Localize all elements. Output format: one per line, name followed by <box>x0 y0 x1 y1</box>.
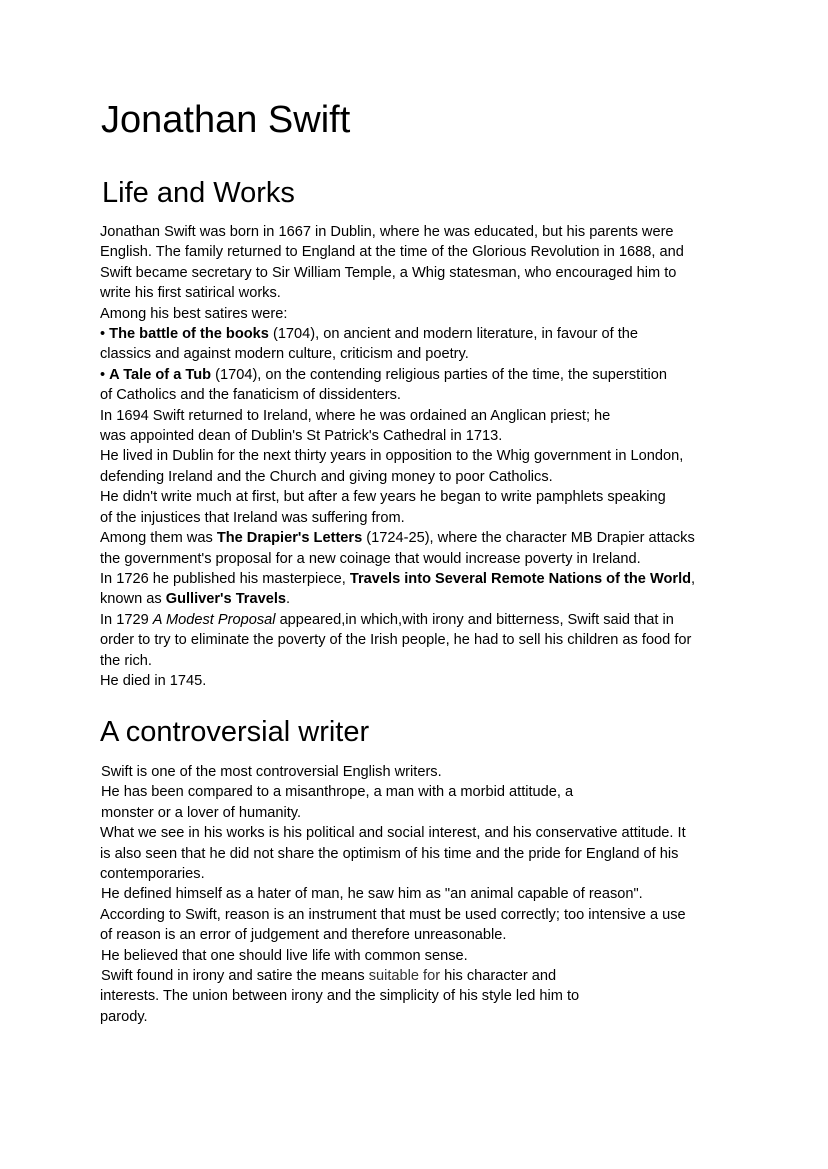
paragraph-line: English. The family returned to England at the time of the Glorious Revolution in 1688, and <box>100 244 684 261</box>
paragraph-line <box>100 966 686 986</box>
line-text: In 1726 he published his masterpiece, <box>100 570 350 587</box>
paragraph-line: parody. <box>100 1008 148 1025</box>
paragraph-line: is also seen that he did not share the optimism of his time and the pride for England of his <box>100 845 679 862</box>
paragraph-line: He didn't write much at first, but after a few years he began to write pamphlets speaking <box>100 489 666 506</box>
line-text: In 1729 <box>100 611 153 628</box>
work-title: The battle of the books <box>109 326 269 343</box>
section-heading-life-and-works: Life and Works <box>102 177 295 209</box>
paragraph-line: He lived in Dublin for the next thirty years in opposition to the Whig government in London, <box>100 448 684 465</box>
paragraph-line <box>100 589 695 609</box>
work-title: Gulliver's Travels <box>165 591 287 608</box>
line-text: known as <box>100 591 166 608</box>
bullet: • <box>100 326 110 343</box>
page-title: Jonathan Swift <box>101 99 351 141</box>
line-text: , <box>691 570 696 587</box>
work-title: The Drapier's Letters <box>216 530 363 547</box>
paragraph-line: of the injustices that Ireland was suffering from. <box>100 509 405 526</box>
work-title: Travels into Several Remote Nations of the World <box>349 570 692 587</box>
paragraph-line <box>100 528 695 548</box>
paragraph-line: monster or a lover of humanity. <box>101 804 302 821</box>
paragraph-line: He believed that one should live life with common sense. <box>101 947 468 964</box>
section-heading-controversial-writer: A controversial writer <box>100 716 370 748</box>
line-text: Among them was <box>100 530 217 547</box>
paragraph-line: Swift is one of the most controversial English writers. <box>101 764 442 780</box>
paragraph-line: interests. The union between irony and the simplicity of his style led him to <box>100 988 580 1005</box>
paragraph-line: of Catholics and the fanaticism of dissidenters. <box>100 387 401 404</box>
paragraph-line: What we see in his works is his political and social interest, and his conservative attitude. It <box>100 825 686 842</box>
work-title: A Tale of a Tub <box>109 366 212 383</box>
paragraph-line: According to Swift, reason is an instrument that must be used correctly; too intensive a use <box>100 906 686 923</box>
paragraph-line: write his first satirical works. <box>100 285 281 302</box>
paragraph-line: In 1694 Swift returned to Ireland, where he was ordained an Anglican priest; he <box>100 407 611 424</box>
paragraph-line: He defined himself as a hater of man, he saw him as "an animal capable of reason". <box>101 886 643 903</box>
line-text: his character and <box>440 968 557 985</box>
paragraph-line: contemporaries. <box>100 866 205 883</box>
line-text: . <box>286 591 291 608</box>
paragraph-line: of reason is an error of judgement and therefore unreasonable. <box>100 927 507 944</box>
line-text: (1704), on ancient and modern literature, in favour of the <box>268 326 639 343</box>
line-text: (1704), on the contending religious parties of the time, the superstition <box>211 366 667 383</box>
paragraph-line: He has been compared to a misanthrope, a man with a morbid attitude, a <box>101 784 574 801</box>
work-title: A Modest Proposal <box>152 611 276 628</box>
paragraph-line: order to try to eliminate the poverty of the Irish people, he had to sell his children as food for <box>100 632 692 649</box>
line-text: (1724-25), where the character MB Drapier attacks <box>362 530 695 547</box>
line-text: Swift found in irony and satire the means <box>101 968 369 985</box>
bullet: • <box>100 366 110 383</box>
paragraph-line: was appointed dean of Dublin's St Patrick's Cathedral in 1713. <box>100 428 503 445</box>
controversial-writer-text <box>100 762 686 1027</box>
paragraph-line <box>100 610 695 630</box>
paragraph-line: Jonathan Swift was born in 1667 in Dublin, where he was educated, but his parents were <box>100 224 674 240</box>
paragraph-line <box>100 569 695 589</box>
paragraph-line: the government's proposal for a new coinage that would increase poverty in Ireland. <box>100 550 641 567</box>
bullet-line <box>100 324 695 344</box>
highlighted-phrase: suitable for <box>368 968 441 985</box>
bullet-line <box>100 365 695 385</box>
paragraph-line: He died in 1745. <box>100 672 207 689</box>
line-text: appeared,in which,with irony and bitterness, Swift said that in <box>275 611 674 628</box>
paragraph-line: defending Ireland and the Church and giving money to poor Catholics. <box>100 468 553 485</box>
paragraph-line: Swift became secretary to Sir William Temple, a Whig statesman, who encouraged him to <box>100 264 677 281</box>
life-and-works-text <box>100 222 695 691</box>
paragraph-line: the rich. <box>100 652 152 669</box>
paragraph-line: Among his best satires were: <box>100 305 288 322</box>
paragraph-line: classics and against modern culture, criticism and poetry. <box>100 346 469 363</box>
